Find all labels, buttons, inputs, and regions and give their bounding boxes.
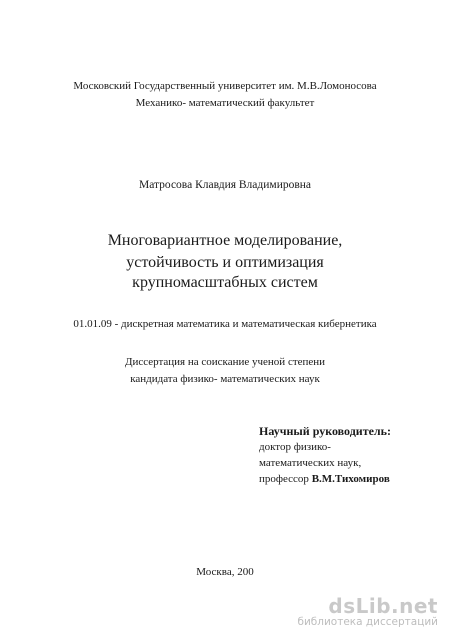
degree-line-1: Диссертация на соискание ученой степени bbox=[124, 356, 326, 368]
author-name: Матросова Клавдия Владимировна bbox=[138, 179, 312, 191]
dissertation-title-line-3: крупномасштабных систем bbox=[132, 274, 318, 291]
specialty-code: 01.01.09 - дискретная математика и математическая кибернетика bbox=[73, 318, 377, 330]
supervisor-name: В.М.Тихомиров bbox=[311, 473, 390, 485]
university-name: Московский Государственный университет им. М.В.Ломоносова bbox=[73, 80, 377, 92]
supervisor-rank: профессор bbox=[259, 473, 312, 485]
dissertation-title-line-2: устойчивость и оптимизация bbox=[126, 254, 324, 271]
watermark-logo: dsLib.net bbox=[328, 594, 438, 618]
supervisor-degree-line-2: математических наук, bbox=[259, 457, 362, 469]
supervisor-heading: Научный руководитель: bbox=[259, 424, 391, 438]
supervisor-title-line bbox=[259, 473, 390, 485]
city-year: Москва, 200 bbox=[196, 566, 254, 578]
degree-line-2: кандидата физико- математических наук bbox=[130, 373, 320, 385]
watermark-subtitle: библиотека диссертаций bbox=[297, 616, 438, 628]
supervisor-degree-line-1: доктор физико- bbox=[259, 441, 331, 453]
faculty-name: Механико- математический факультет bbox=[135, 97, 315, 109]
watermark bbox=[297, 596, 438, 629]
dissertation-title-line-1: Многовариантное моделирование, bbox=[107, 232, 343, 249]
